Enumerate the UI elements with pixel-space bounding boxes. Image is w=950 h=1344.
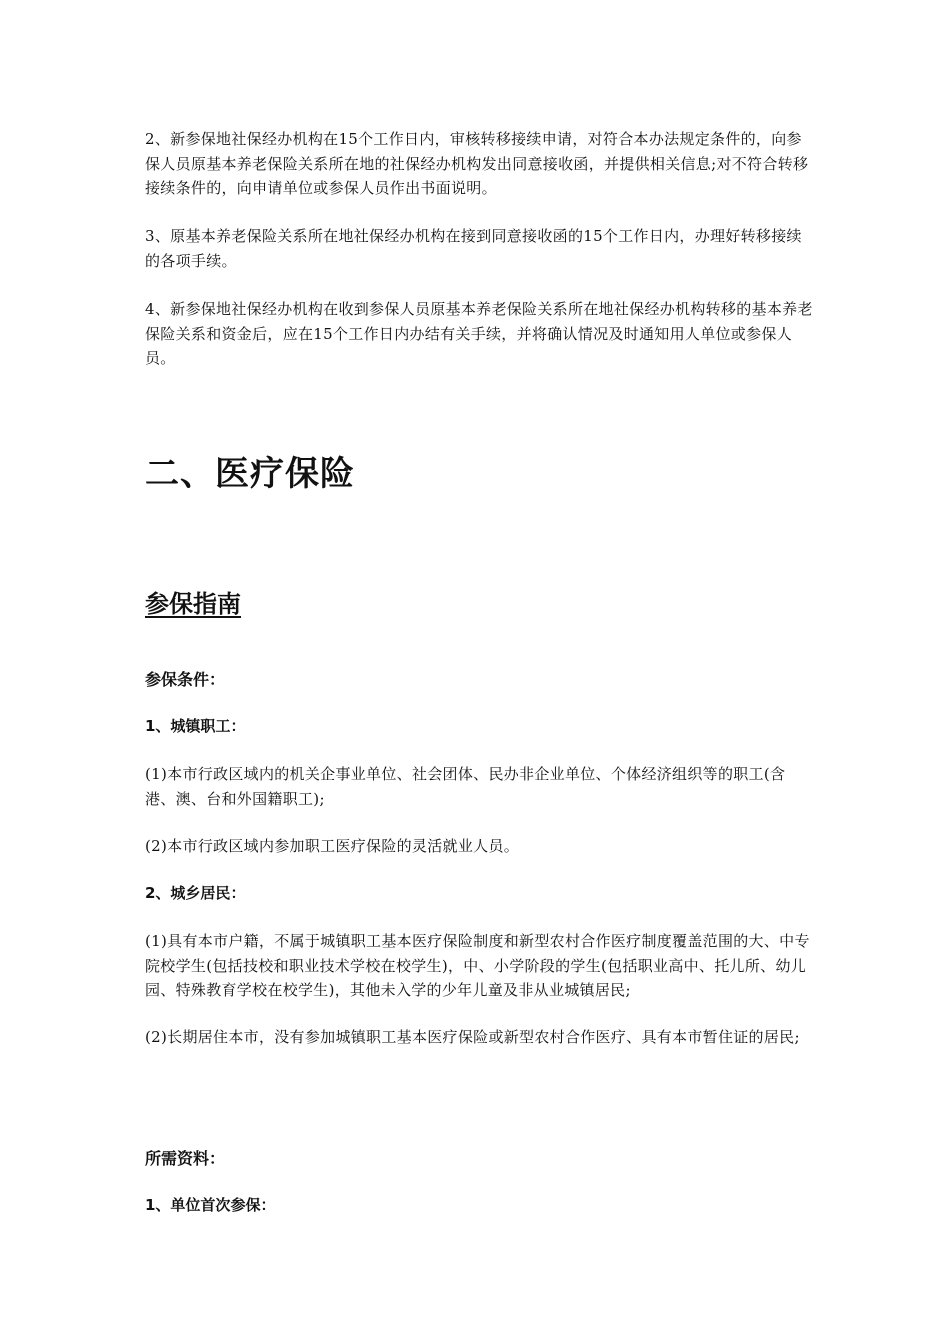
section-title: 二、医疗保险 (145, 454, 355, 494)
residents-heading: 2、城乡居民： (145, 884, 246, 902)
urban-workers-heading: 1、城镇职工： (145, 717, 246, 735)
paragraph-step-4: 4、新参保地社保经办机构在收到参保人员原基本养老保险关系所在地社保经办机构转移的基本养老保险关系和资金后，应在15个工作日内办结有关手续，并将确认情况及时通知用人单位或参保人员。 (145, 300, 813, 367)
unit-first-heading: 1、单位首次参保： (145, 1196, 276, 1214)
urban-workers-item-1: (1)本市行政区域内的机关企事业单位、社会团体、民办非企业单位、个体经济组织等的职工(含港、澳、台和外国籍职工); (145, 765, 786, 808)
guide-title: 参保指南 (145, 590, 241, 618)
urban-workers-item-2: (2)本市行政区域内参加职工医疗保险的灵活就业人员。 (145, 837, 520, 855)
residents-item-1: (1)具有本市户籍，不属于城镇职工基本医疗保险制度和新型农村合作医疗制度覆盖范围的大、中专院校学生(包括技校和职业技术学校在校学生)，中、小学阶段的学生(包括职业高中、托儿所、幼儿园、特殊教育学校在校学生)，其他未入学的少年儿童及非从业城镇居民; (145, 932, 810, 999)
conditions-heading: 参保条件： (145, 670, 226, 689)
residents-item-2: (2)长期居住本市，没有参加城镇职工基本医疗保险或新型农村合作医疗、具有本市暂住证的居民; (145, 1028, 800, 1046)
paragraph-step-3: 3、原基本养老保险关系所在地社保经办机构在接到同意接收函的15个工作日内，办理好转移接续的各项手续。 (145, 227, 802, 270)
paragraph-step-2: 2、新参保地社保经办机构在15个工作日内，审核转移接续申请，对符合本办法规定条件的，向参保人员原基本养老保险关系所在地的社保经办机构发出同意接收函，并提供相关信息;对不符合转移接续条件的，向申请单位或参保人员作出书面说明。 (145, 130, 809, 197)
materials-heading: 所需资料： (145, 1149, 226, 1168)
